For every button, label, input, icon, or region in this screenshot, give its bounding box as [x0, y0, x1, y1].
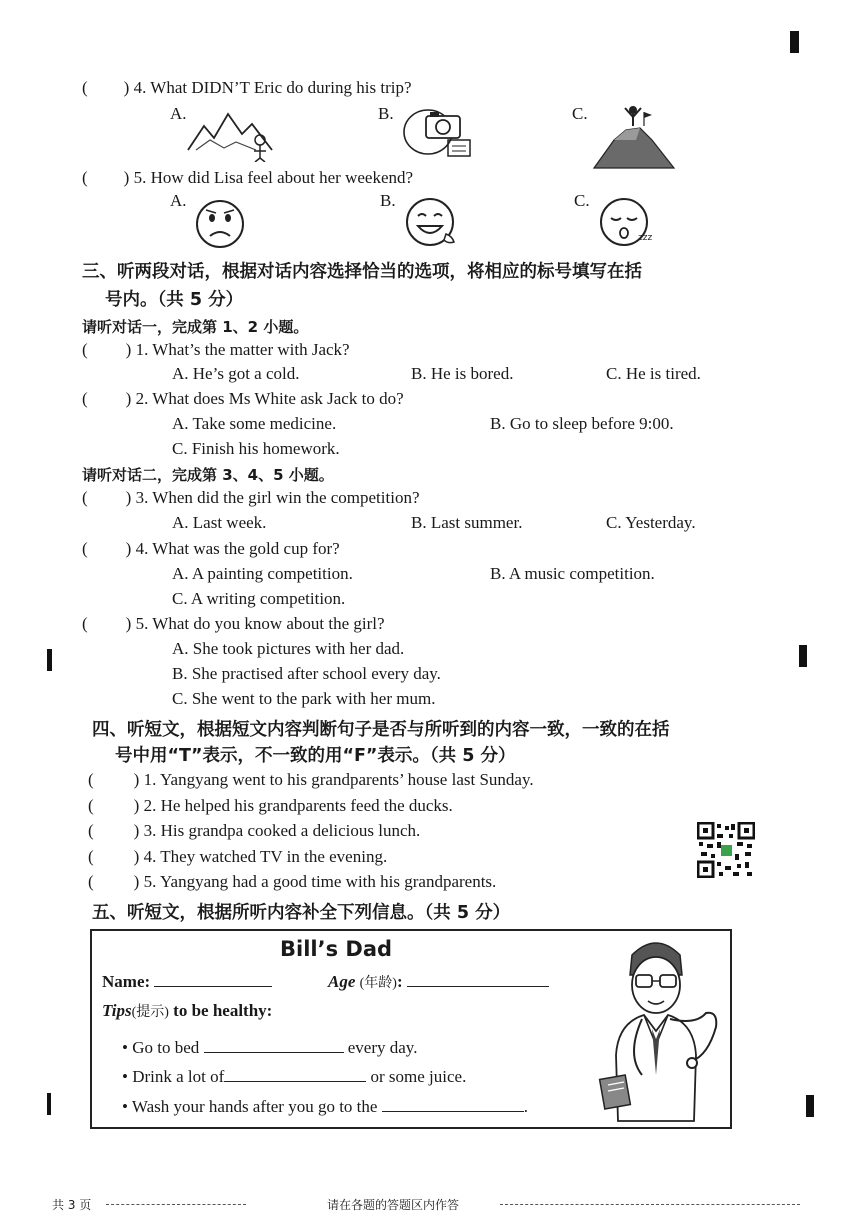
tips-hint: (提示): [131, 1005, 169, 1020]
judge-item: [88, 872, 496, 892]
option-b: B. A music competition.: [490, 564, 655, 583]
option-a: A. He’s got a cold.: [172, 364, 300, 383]
option-a: A. Take some medicine.: [172, 414, 337, 433]
question-row: [82, 539, 340, 559]
person-on-mountain-icon: [592, 100, 676, 170]
registration-mark: [806, 1095, 814, 1117]
option-b: B. She practised after school every day.: [172, 664, 441, 683]
answer-area-note: 请在各题的答题区内作答: [327, 1198, 460, 1212]
answer-paren[interactable]: ( ): [82, 539, 132, 558]
question-text: 4. What was the gold cup for?: [135, 539, 340, 558]
qr-code-icon[interactable]: [697, 822, 755, 878]
dialog-instruction: 请听对话一，完成第 1、2 小题。: [82, 318, 309, 336]
option-c: C. A writing competition.: [172, 589, 346, 608]
registration-mark: [47, 1093, 51, 1115]
option-label-c: C.: [572, 104, 588, 123]
registration-mark: [47, 649, 52, 671]
footer-dashes: [500, 1204, 800, 1205]
answer-paren[interactable]: ( ): [88, 796, 140, 815]
statement-text: 3. His grandpa cooked a delicious lunch.: [143, 821, 421, 840]
option-label-b: B.: [380, 191, 396, 210]
option-c: C. She went to the park with her mum.: [172, 689, 436, 708]
tip-row: • Drink a lot of or some juice.: [122, 1067, 467, 1086]
age-label: Age: [328, 972, 356, 991]
question-row: [82, 614, 385, 634]
judge-item: [88, 770, 534, 790]
option-c: C. Yesterday.: [606, 513, 696, 532]
svg-text:zzz: zzz: [638, 233, 653, 243]
answer-paren[interactable]: ( ): [88, 770, 140, 789]
answer-paren-open[interactable]: (: [82, 168, 88, 187]
tip1-blank[interactable]: [204, 1052, 344, 1053]
question-text: 2. What does Ms White ask Jack to do?: [135, 389, 404, 408]
question-row: [82, 488, 420, 508]
question-row: [82, 78, 412, 98]
sad-face-icon: [194, 198, 246, 250]
sleepy-face-icon: [598, 196, 656, 250]
option-label-c: C.: [574, 191, 590, 210]
answer-paren[interactable]: ( ): [82, 488, 132, 507]
tips-row: Tips(提示) to be healthy:: [102, 1001, 273, 1020]
question-text: 3. When did the girl win the competition?: [135, 488, 420, 507]
tip-row: • Wash your hands after you go to the .: [122, 1097, 528, 1116]
section-heading: 号中用“T”表示，不一致的用“F”表示。（共 5 分）: [115, 746, 516, 766]
age-row: Age (年龄):: [328, 972, 549, 992]
happy-face-icon: [404, 196, 460, 250]
statement-text: 4. They watched TV in the evening.: [143, 847, 388, 866]
answer-paren[interactable]: ( ): [88, 847, 140, 866]
question-row: [82, 168, 413, 188]
question-row: [82, 340, 350, 360]
footer-dashes: [106, 1204, 246, 1205]
statement-text: 2. He helped his grandparents feed the ducks.: [143, 796, 453, 815]
option-b: B. Last summer.: [411, 513, 523, 532]
answer-paren[interactable]: ( ): [88, 872, 140, 891]
option-a: A. A painting competition.: [172, 564, 353, 583]
page-count: 共 3 页: [52, 1198, 92, 1212]
option-label-a: A.: [170, 191, 187, 210]
camera-icon: [400, 102, 474, 160]
section-heading: 三、听两段对话，根据对话内容选择恰当的选项，将相应的标号填写在括: [82, 262, 642, 282]
answer-paren[interactable]: ( ): [82, 614, 132, 633]
answer-paren[interactable]: ( ): [82, 389, 132, 408]
section-heading: 四、听短文，根据短文内容判断句子是否与所听到的内容一致，一致的在括: [92, 720, 670, 740]
name-row: [102, 972, 272, 992]
mountain-landscape-icon: [186, 104, 274, 162]
option-c: C. Finish his homework.: [172, 439, 340, 458]
age-blank[interactable]: [407, 986, 549, 987]
answer-paren[interactable]: ( ): [88, 821, 140, 840]
card-title: Bill’s Dad: [280, 937, 393, 961]
info-card: [90, 929, 732, 1129]
answer-paren-open[interactable]: (: [82, 78, 88, 97]
section-heading: 五、听短文，根据所听内容补全下列信息。（共 5 分）: [92, 903, 511, 923]
judge-item: [88, 796, 453, 816]
question-text: 5. What do you know about the girl?: [135, 614, 385, 633]
option-b: B. Go to sleep before 9:00.: [490, 414, 674, 433]
option-a: A. She took pictures with her dad.: [172, 639, 405, 658]
option-b: B. He is bored.: [411, 364, 514, 383]
answer-paren[interactable]: ( ): [82, 340, 132, 359]
answer-paren-close: ): [123, 78, 130, 97]
judge-item: [88, 821, 420, 841]
option-a: A. Last week.: [172, 513, 267, 532]
option-label-a: A.: [170, 104, 187, 123]
judge-item: [88, 847, 387, 867]
tips-label: Tips: [102, 1001, 132, 1020]
statement-text: 5. Yangyang had a good time with his grandparents.: [143, 872, 497, 891]
registration-mark: [799, 645, 807, 667]
question-row: [82, 389, 404, 409]
question-text: 5. How did Lisa feel about her weekend?: [133, 168, 414, 187]
dialog-instruction: 请听对话二，完成第 3、4、5 小题。: [82, 466, 334, 484]
name-label: Name:: [102, 972, 151, 991]
name-blank[interactable]: [154, 986, 272, 987]
question-text: 1. What’s the matter with Jack?: [135, 340, 350, 359]
tip3-blank[interactable]: [382, 1111, 524, 1112]
option-c: C. He is tired.: [606, 364, 701, 383]
section-heading: 号内。（共 5 分）: [105, 290, 244, 310]
tip-row: • Go to bed every day.: [122, 1038, 418, 1057]
option-label-b: B.: [378, 104, 394, 123]
age-hint: (年龄): [359, 976, 397, 991]
tip2-blank[interactable]: [224, 1081, 366, 1082]
statement-text: 1. Yangyang went to his grandparents’ house last Sunday.: [143, 770, 534, 789]
answer-paren-close: ): [123, 168, 130, 187]
registration-mark: [790, 31, 799, 53]
doctor-illustration: [596, 935, 724, 1123]
question-text: 4. What DIDN’T Eric do during his trip?: [133, 78, 412, 97]
